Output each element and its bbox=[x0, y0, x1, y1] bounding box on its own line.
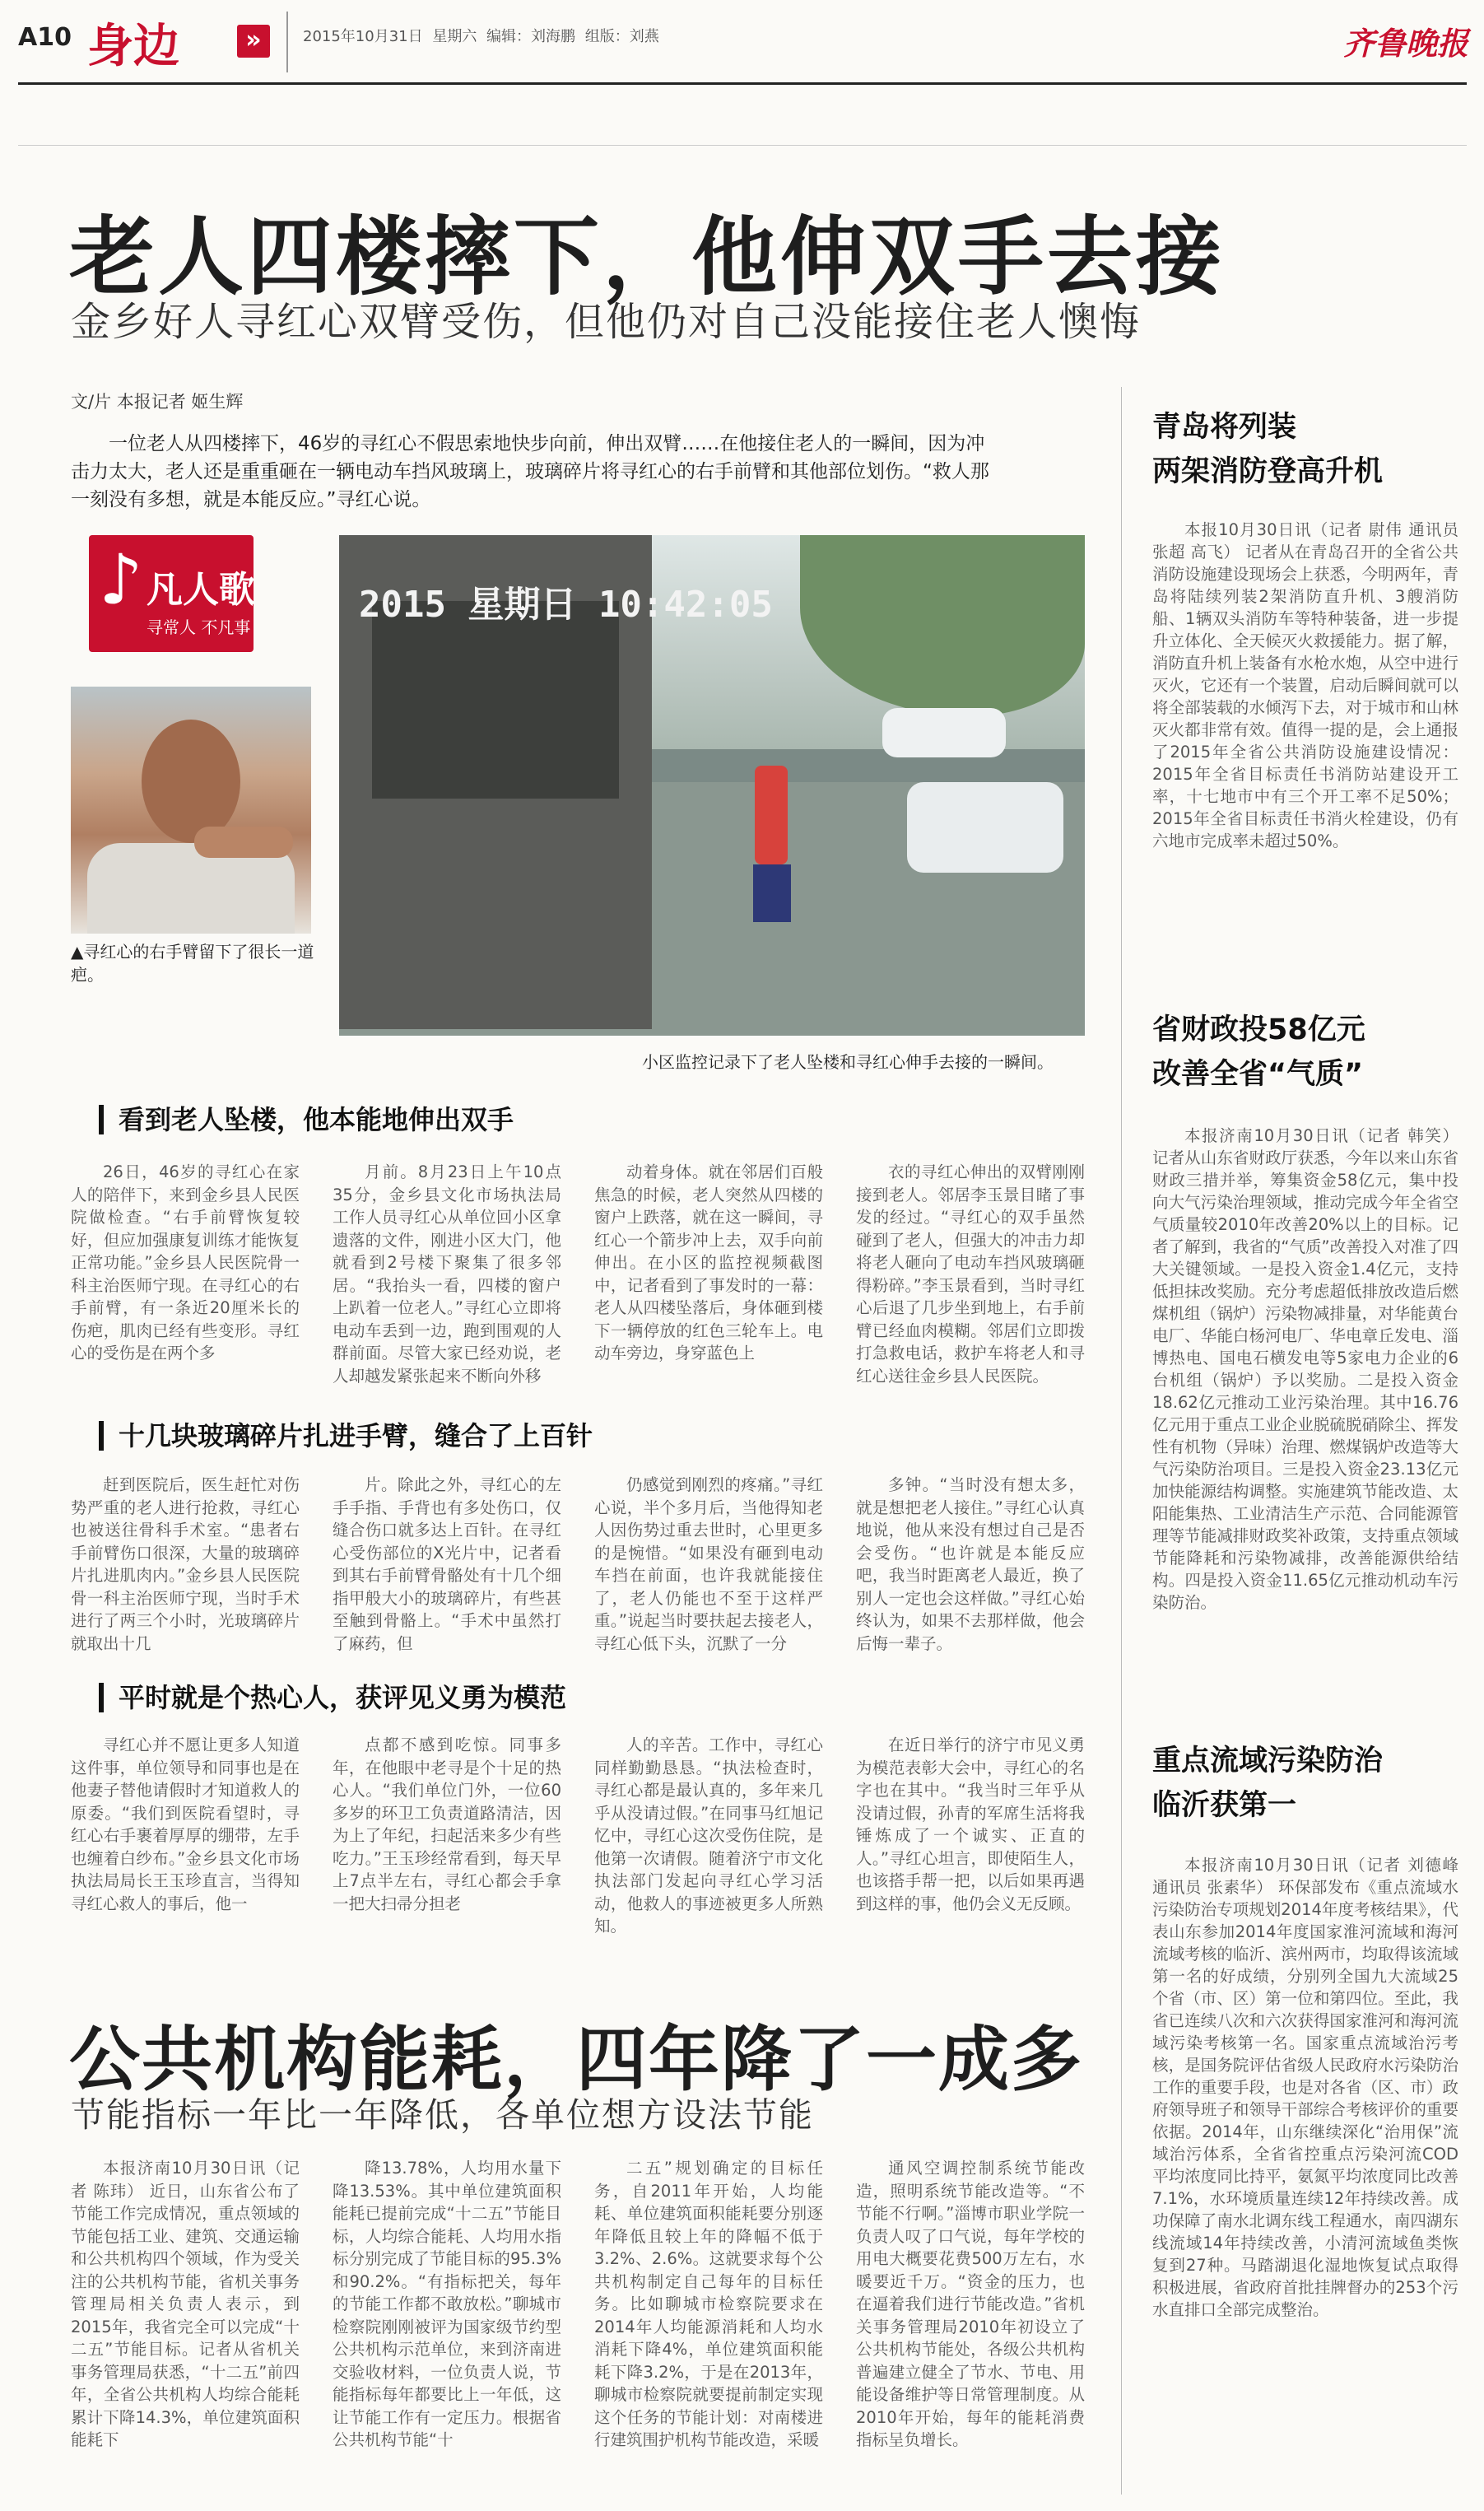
article-column: 点都不感到吃惊。同事多年，在他眼中老寻是个十足的热心人。“我们单位门外，一位60多岁的环卫工负责道路清洁，因为上了年纪，扫起活来多少有些吃力。”王玉珍经常看到，每天早上7点半左右，寻红心都会手拿一把大扫帚分担老 bbox=[333, 1735, 561, 1913]
byline: 文/片 本报记者 姬生辉 bbox=[71, 392, 244, 412]
article-column: 通风空调控制系统节能改造，照明系统节能改造等。“不节能不行啊。”淄博市职业学院一负责人叹了口气说，每年学校的用电大概要花费500万左右，水暖要近千万。“资金的压力，也在逼着我们进行节能改造。”省机关事务管理局2010年初设立了公共机构节能处，各级公共机构普遍建立健全了节水、节电、用能设备维护等日常管理制度。从2010年开始，每年的能耗消费指标呈负增长。 bbox=[856, 2159, 1085, 2449]
second-headline: 公共机构能耗，四年降了一成多 bbox=[69, 2019, 1083, 2101]
article-column: 赶到医院后，医生赶忙对伤势严重的老人进行抢救，寻红心也被送往骨科手术室。“患者右手前臂伤口很深，大量的玻璃碎片扎进肌肉内。”金乡县人民医院骨一科主治医师宁现，当时手术进行了两三个小时，光玻璃碎片就取出十几 bbox=[71, 1475, 300, 1653]
sidebar-body-2: 本报济南10月30日讯（记者 韩笑） 记者从山东省财政厅获悉，今年以来山东省财政三措并举，筹集资金58亿元，集中投向大气污染治理领域，推动完成今年全省空气质量较2010年改善20%以上的目标。记者了解到，我省的“气质”改善投入对准了四大关键领域。一是投入资金1.4亿元，支持低担抹改奖励。充分考虑超低排放改造后燃煤机组（锅炉）污染物减排量，对华能黄台电厂、华能白杨河电厂、华电章丘发电、淄博热电、国电石横发电等5家电力企业的6台机组（锅炉）予以奖励。二是投入资金18.62亿元推动工业污染治理。其中16.76亿元用于重点工业企业脱硫脱硝除尘、挥发性有机物（异味）治理、燃煤锅炉改造等大气污染防治项目。三是投入资金23.13亿元加快能源结构调整。实施建筑节能改造、太阳能集热、工业清洁生产示范、合同能源管理等节能减排财政奖补政策，支持重点领域节能降耗和污染物减排，改善能源供给结构。四是投入资金11.65亿元推动机动车污染防治。 bbox=[1152, 1126, 1458, 1612]
issue-meta: 2015年10月31日 星期六 编辑：刘海鹏 组版：刘燕 bbox=[303, 28, 659, 45]
article-column: 多钟。“当时没有想太多，就是想把老人接住。”寻红心认真地说，他从来没有想过自己是否会受伤。“也许就是本能反应吧，我当时距离老人最近，换了别人一定也会这样做。”寻红心始终认为，如果不去那样做，他会后悔一辈子。 bbox=[856, 1475, 1085, 1653]
newspaper-logo: 齐鲁晚报 bbox=[1343, 25, 1469, 62]
portrait-caption: ▲寻红心的右手臂留下了很长一道疤。 bbox=[71, 942, 314, 985]
section-heading-2: 十几块玻璃碎片扎进手臂，缝合了上百针 bbox=[99, 1421, 593, 1451]
lead-paragraph: 一位老人从四楼摔下，46岁的寻红心不假思索地快步向前，伸出双臂……在他接住老人的一瞬间，因为冲击力太大，老人还是重重砸在一辆电动车挡风玻璃上，玻璃碎片将寻红心的右手前臂和其他部位划伤。“救人那一刻没有多想，就是本能反应。”寻红心说。 bbox=[71, 433, 989, 510]
second-subheadline: 节能指标一年比一年降低，各单位想方设法节能 bbox=[71, 2095, 814, 2135]
article-column: 本报济南10月30日讯（记者 陈玮） 近日，山东省公布了节能工作完成情况，重点领域的节能包括工业、建筑、交通运输和公共机构四个领域，作为受关注的公共机构节能，省机关事务管理局相关负责人表示，到2015年，我省完全可以完成“十二五”节能目标。记者从省机关事务管理局获悉，“十二五”前四年，全省公共机构人均综合能耗累计下降14.3%，单位建筑面积能耗下 bbox=[71, 2159, 300, 2449]
cctv-photo bbox=[339, 535, 1085, 1036]
section-title: 身边 bbox=[87, 19, 179, 73]
header-rule-thin bbox=[18, 145, 1467, 146]
sidebar-heading-2: 省财政投58亿元 改善全省“气质” bbox=[1152, 1013, 1365, 1091]
article-column: 降13.78%，人均用水量下降13.53%。其中单位建筑面积能耗已提前完成“十二五”节能目标，人均综合能耗、人均用水指标分别完成了节能目标的95.3%和90.2%。“有指标把关，每年的节能工作都不敢放松。”聊城市检察院刚刚被评为国家级节约型公共机构示范单位，来到济南进交验收材料，一位负责人说，节能指标每年都要比上一年低，这让节能工作有一定压力。根据省公共机构节能“十 bbox=[333, 2159, 561, 2449]
sidebar-body-3: 本报济南10月30日讯（记者 刘德峰 通讯员 张素华） 环保部发布《重点流域水污染防治专项规划2014年度考核结果》，代表山东参加2014年度国家淮河流域和海河流域考核的临沂、滨州两市，均取得该流域第一名的好成绩，分别列全国九大流域25个省（市、区）第一位和第四位。至此，我省已连续八次和六次获得国家淮河和海河流域污染考核第一名。国家重点流域治污考核，是国务院评估省级人民政府水污染防治工作的重要手段，也是对各省（区、市）政府领导班子和领导干部综合考核评价的重要依据。2014年，山东继续深化“治用保”流域治污体系，全省省控重点污染河流COD平均浓度同比持平，氨氮平均浓度同比改善7.1%，水环境质量连续12年持续改善。成功保障了南水北调东线工程通水，南四湖东线流域14年持续改善，小清河流域鱼类恢复到27种。马踏湖退化湿地恢复试点取得积极进展，省政府首批挂牌督办的253个污水直排口全部完成整治。 bbox=[1152, 1856, 1458, 2319]
article-column: 仍感觉到刚烈的疼痛。”寻红心说，半个多月后，当他得知老人因伤势过重去世时，心里更多的是惋惜。“如果没有砸到电动车挡在前面，也许我就能接住了，老人仍能也不至于这样严重。”说起当时要扶起去接老人，寻红心低下头，沉默了一分 bbox=[594, 1475, 823, 1653]
article-column: 人的辛苦。工作中，寻红心同样勤勤恳恳。“执法检查时，寻红心都是最认真的，多年来几乎从没请过假。”在同事马红旭记忆中，寻红心这次受伤住院，是他第一次请假。随着济宁市文化执法部门发起向寻红心学习活动，他救人的事迹被更多人所熟知。 bbox=[594, 1735, 823, 1936]
sidebar-heading-1: 青岛将列装 两架消防登高升机 bbox=[1152, 411, 1384, 488]
article-column: 动着身体。就在邻居们百般焦急的时候，老人突然从四楼的窗户上跌落，就在这一瞬间，寻红心一个箭步冲上去，双手向前伸出。在小区的监控视频截图中，记者看到了事发时的一幕：老人从四楼坠落后，身体砸到楼下一辆停放的红色三轮车上。电动车旁边，身穿蓝色上 bbox=[594, 1162, 823, 1363]
article-column: 片。除此之外，寻红心的左手手指、手背也有多处伤口，仅缝合伤口就多达上百针。在寻红心受伤部位的X光片中，记者看到其右手前臂骨骼处有十几个细指甲般大小的玻璃碎片，有些甚至触到骨骼上。“手术中虽然打了麻药，但 bbox=[333, 1475, 561, 1653]
sidebar-body-1: 本报10月30日讯（记者 尉伟 通讯员 张超 高飞） 记者从在青岛召开的全省公共消防设施建设现场会上获悉，今明两年，青岛将陆续列装2架消防直升机、3艘消防船、1辆双头消防车等特种装备，进一步提升立体化、全天候灭火救援能力。据了解，消防直升机上装备有水枪水炮，从空中进行灭火，它还有一个装置，启动后瞬间就可以将全部装载的水倾泻下去，对于城市和山林灭火都非常有效。值得一提的是，会上通报了2015年全省公共消防设施建设情况：2015年全省目标责任书消防站建设开工率，十七地市中有三个开工率不足50%；2015年全省目标责任书消火栓建设，仍有六地市完成率未超过50%。 bbox=[1152, 520, 1458, 850]
photo-caption: 小区监控记录下了老人坠楼和寻红心伸手去接的一瞬间。 bbox=[642, 1052, 1054, 1072]
header-rule bbox=[18, 82, 1467, 85]
page-number: A10 bbox=[18, 23, 72, 52]
column-logo-title: 凡人歌 bbox=[147, 569, 255, 611]
article-column: 二五”规划确定的目标任务，自2011年开始，人均能耗、单位建筑面积能耗要分别逐年降低且较上年的降幅不低于3.2%、2.6%。这就要求每个公共机构制定自己每年的目标任务。比如聊城市检察院要求在2014年人均能源消耗和人均水消耗下降4%，单位建筑面积能耗下降3.2%，于是在2013年，聊城市检察院就要提前制定实现这个任务的节能计划：对南楼进行建筑围护机构节能改造，采暖 bbox=[594, 2159, 823, 2449]
cctv-timestamp: 2015 星期日 10:42:05 bbox=[359, 584, 773, 626]
article-column: 26日，46岁的寻红心在家人的陪伴下，来到金乡县人民医院做检查。“右手前臂恢复较好，但应加强康复训练才能恢复正常功能。”金乡县人民医院骨一科主治医师宁现。在寻红心的右手前臂，有一条近20厘米长的伤疤，肌肉已经有些变形。寻红心的受伤是在两个多 bbox=[71, 1162, 300, 1363]
header-divider bbox=[286, 12, 288, 72]
portrait-photo bbox=[71, 687, 311, 934]
column-divider bbox=[1121, 387, 1122, 2495]
section-heading-1: 看到老人坠楼，他本能地伸出双手 bbox=[99, 1105, 514, 1134]
main-headline: 老人四楼摔下，他伸双手去接 bbox=[69, 207, 1226, 307]
section-heading-3: 平时就是个热心人，获评见义勇为模范 bbox=[99, 1683, 566, 1712]
article-column: 月前。8月23日上午10点35分，金乡县文化市场执法局工作人员寻红心从单位回小区拿遗落的文件，刚进小区大门，他就看到2号楼下聚集了很多邻居。“我抬头一看，四楼的窗户上趴着一位老人。”寻红心立即将电动车丢到一边，跑到围观的人群前面。尽管大家已经劝说，老人却越发紧张起来不断向外移 bbox=[333, 1162, 561, 1386]
main-subheadline: 金乡好人寻红心双臂受伤，但他仍对自己没能接住老人懊悔 bbox=[71, 299, 1142, 345]
article-column: 寻红心并不愿让更多人知道这件事，单位领导和同事也是在他妻子替他请假时才知道救人的原委。“我们到医院看望时，寻红心右手裹着厚厚的绷带，左手也缠着白纱布。”金乡县文化市场执法局局长王玉珍直言，当得知寻红心救人的事后，他一 bbox=[71, 1735, 300, 1913]
article-column: 在近日举行的济宁市见义勇为模范表彰大会中，寻红心的名字也在其中。“我当时三年乎从没请过假，孙青的军席生活将我锤炼成了一个诚实、正直的人。”寻红心坦言，即使陌生人，也该搭手帮一把，以后如果再遇到这样的事，他仍会义无反顾。 bbox=[856, 1735, 1085, 1913]
sidebar-heading-3: 重点流域污染防治 临沂获第一 bbox=[1152, 1745, 1384, 1822]
section-arrow-icon: » bbox=[237, 25, 270, 58]
music-note-icon: ♪ bbox=[99, 539, 143, 620]
article-column: 衣的寻红心伸出的双臂刚刚接到老人。邻居李玉景目睹了事发的经过。“寻红心的双手虽然碰到了老人，但强大的冲击力却将老人砸向了电动车挡风玻璃砸得粉碎。”李玉景看到，当时寻红心后退了几步坐到地上，右手前臂已经血肉模糊。邻居们立即拨打急救电话，救护车将老人和寻红心送往金乡县人民医院。 bbox=[856, 1162, 1085, 1386]
column-logo-subtitle: 寻常人 不凡事 bbox=[147, 617, 251, 637]
column-logo bbox=[89, 535, 254, 652]
